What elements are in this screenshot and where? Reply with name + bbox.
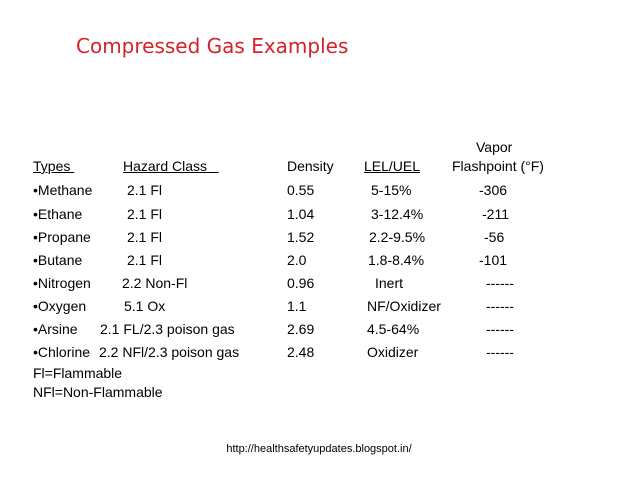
header-flashpoint: Flashpoint (°F)	[452, 158, 544, 174]
flashpoint-value: ------	[486, 321, 514, 337]
hazard-class: 2.1 Fl	[127, 206, 163, 222]
hazard-class: 5.1 Ox	[124, 298, 166, 314]
flashpoint-value: -211	[482, 206, 509, 222]
hazard-class: 2.2 Non-Fl	[122, 275, 188, 291]
lel-uel-value: 3-12.4%	[371, 206, 424, 222]
header-hazard-class: Hazard Class	[123, 158, 219, 174]
lel-uel-value: 1.8-8.4%	[368, 252, 425, 268]
header-lel-uel: LEL/UEL	[364, 158, 421, 174]
density-value: 2.0	[287, 252, 307, 268]
lel-uel-value: Oxidizer	[367, 344, 419, 360]
table-header-vapor: Vapor	[476, 139, 513, 155]
gas-name: •Oxygen	[33, 298, 87, 314]
header-types: Types	[33, 158, 75, 174]
density-value: 2.48	[287, 344, 315, 360]
hazard-class: 2.1 Fl	[127, 182, 163, 198]
gas-name: •Nitrogen	[33, 275, 91, 291]
slide-title: Compressed Gas Examples	[76, 34, 349, 58]
density-value: 1.04	[287, 206, 315, 222]
gas-name: •Butane	[33, 252, 83, 268]
flashpoint-value: ------	[486, 298, 514, 314]
density-value: 2.69	[287, 321, 315, 337]
density-value: 1.1	[287, 298, 307, 314]
flashpoint-value: -56	[484, 229, 505, 245]
gas-name: •Ethane	[33, 206, 83, 222]
density-value: 0.55	[287, 182, 315, 198]
lel-uel-value: 4.5-64%	[367, 321, 420, 337]
lel-uel-value: 5-15%	[371, 182, 412, 198]
lel-uel-value: NF/Oxidizer	[367, 298, 441, 314]
flashpoint-value: ------	[486, 344, 514, 360]
gas-name: •Arsine	[33, 321, 78, 337]
gas-name: •Methane	[33, 182, 93, 198]
hazard-class: 2.2 NFl/2.3 poison gas	[99, 344, 240, 360]
legend-flammable: Fl=Flammable	[33, 365, 123, 381]
header-density: Density	[287, 158, 334, 174]
density-value: 1.52	[287, 229, 315, 245]
lel-uel-value: Inert	[375, 275, 404, 291]
flashpoint-value: -306	[479, 182, 508, 198]
hazard-class: 2.1 Fl	[127, 252, 163, 268]
legend-non-flammable: NFl=Non-Flammable	[33, 384, 163, 400]
flashpoint-value: -101	[479, 252, 508, 268]
gas-name: •Propane	[33, 229, 91, 245]
flashpoint-value: ------	[486, 275, 514, 291]
lel-uel-value: 2.2-9.5%	[369, 229, 426, 245]
hazard-class: 2.1 Fl	[127, 229, 163, 245]
gas-name: •Chlorine	[33, 344, 91, 360]
footer-url-link[interactable]: http://healthsafetyupdates.blogspot.in/	[226, 443, 412, 455]
hazard-class: 2.1 FL/2.3 poison gas	[100, 321, 235, 337]
density-value: 0.96	[287, 275, 315, 291]
